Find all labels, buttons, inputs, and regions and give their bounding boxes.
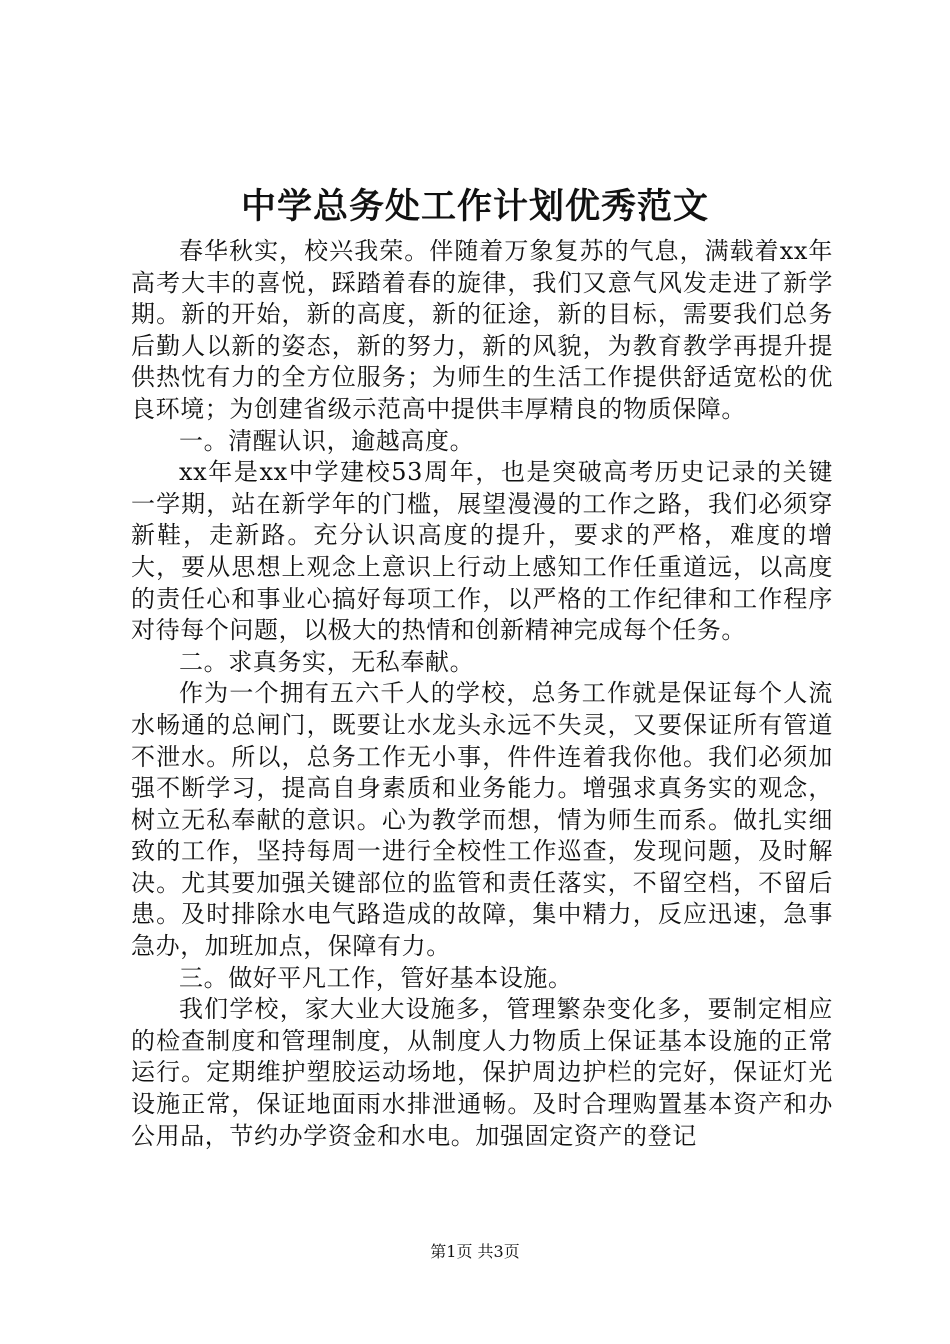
paragraph-section-2: 作为一个拥有五六千人的学校，总务工作就是保证每个人流水畅通的总闸门，既要让水龙头永远不失灵，又要保证所有管道不泄水。所以，总务工作无小事，件件连着我你他。我们必须加强不断学习，提高自身素质和业务能力。增强求真务实的观念，树立无私奉献的意识。心为教学而想，情为师生而系。做扎实细致的工作，坚持每周一进行全校性工作巡查，发现问题，及时解决。尤其要加强关键部位的监管和责任落实，不留空档，不留后患。及时排除水电气路造成的故障，集中精力，反应迅速，急事急办，加班加点，保障有力。 [131, 679, 833, 961]
document-title: 中学总务处工作计划优秀范文 [240, 186, 709, 227]
section-heading-3: 三。做好平凡工作，管好基本设施。 [179, 963, 573, 992]
paragraph-intro: 春华秋实，校兴我荣。伴随着万象复苏的气息，满载着xx年高考大丰的喜悦，踩踏着春的旋律，我们又意气风发走进了新学期。新的开始，新的高度，新的征途，新的目标，需要我们总务后勤人以新的姿态，新的努力，新的风貌，为教育教学再提升提供热忱有力的全方位服务；为师生的生活工作提供舒适宽松的优良环境；为创建省级示范高中提供丰厚精良的物质保障。 [131, 237, 833, 423]
section-heading-1: 一。清醒认识，逾越高度。 [179, 426, 475, 455]
section-heading-2: 二。求真务实，无私奉献。 [179, 647, 475, 676]
document-body [131, 236, 833, 1152]
page-footer: 第1页 共3页 [430, 1242, 520, 1261]
paragraph-section-3: 我们学校，家大业大设施多，管理繁杂变化多，要制定相应的检查制度和管理制度，从制度人力物质上保证基本设施的正常运行。定期维护塑胶运动场地，保护周边护栏的完好，保证灯光设施正常，保证地面雨水排泄通畅。及时合理购置基本资产和办公用品，节约办学资金和水电。加强固定资产的登记 [131, 995, 833, 1150]
paragraph-section-1: xx年是xx中学建校53周年，也是突破高考历史记录的关键一学期，站在新学年的门槛，展望漫漫的工作之路，我们必须穿新鞋，走新路。充分认识高度的提升，要求的严格，难度的增大，要从思想上观念上意识上行动上感知工作任重道远，以高度的责任心和事业心搞好每项工作，以严格的工作纪律和工作程序对待每个问题，以极大的热情和创新精神完成每个任务。 [131, 458, 833, 645]
